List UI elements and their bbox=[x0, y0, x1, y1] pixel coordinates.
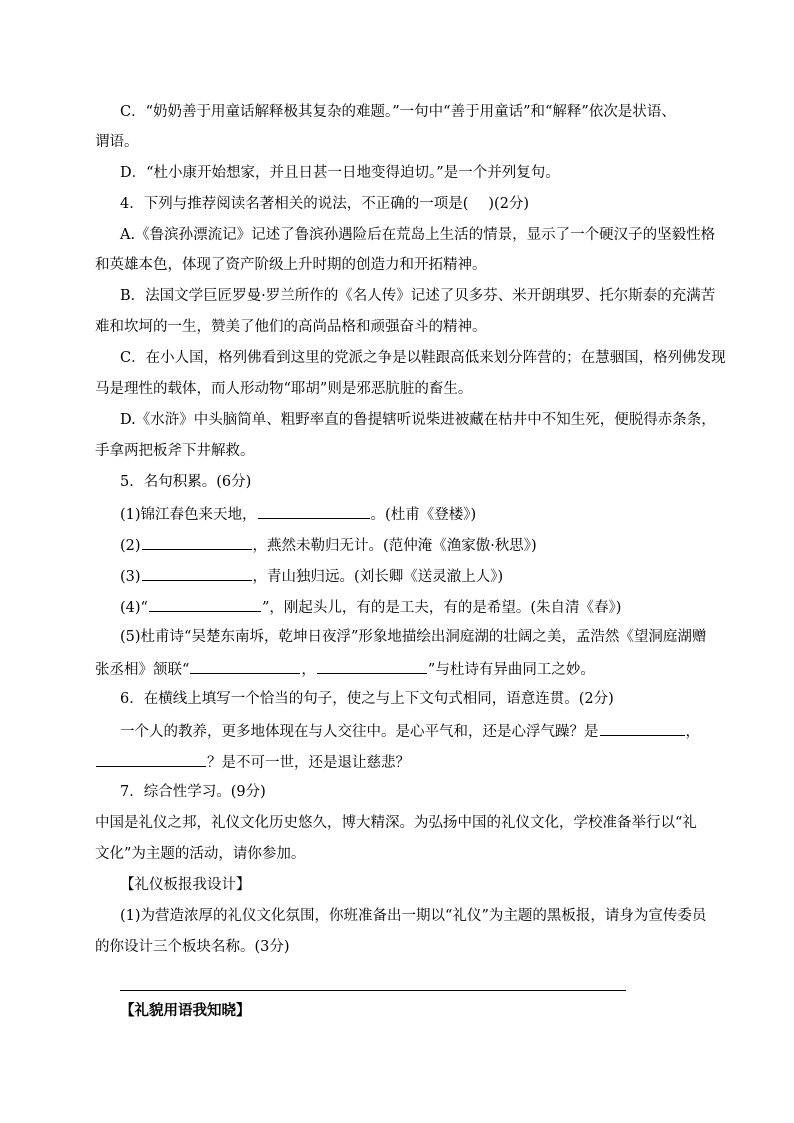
question-4-option-a-line-1: A.《鲁滨孙漂流记》记述了鲁滨孙遇险后在荒岛上生活的情景，显示了一个硬汉子的坚毅性格 bbox=[120, 227, 716, 243]
item-5-comma: ， bbox=[301, 662, 316, 678]
question-7-intro-line-2: 文化”为主题的活动，请你参加。 bbox=[95, 846, 306, 862]
item-2-prefix: (2) bbox=[120, 538, 141, 554]
question-6-comma: ， bbox=[685, 724, 700, 740]
question-6-text: 一个人的教养，更多地体现在与人交往中。是心平气和，还是心浮气躁？是 bbox=[120, 724, 599, 740]
question-7-item-1-line-1: (1)为营造浓厚的礼仪文化氛围，你班准备出一期以“礼仪”为主题的黑板报，请身为宣传委员 bbox=[120, 908, 707, 924]
question-4-option-c-line-1: C．在小人国，格列佛看到这里的党派之争是以鞋跟高低来划分阵营的；在慧骃国，格列佛发现 bbox=[120, 350, 726, 366]
question-4-option-d-line-1: D.《水浒》中头脑简单、粗野率直的鲁提辖听说柴进被藏在枯井中不知生死，便脱得赤条条， bbox=[120, 412, 716, 428]
fill-blank[interactable] bbox=[96, 751, 206, 767]
question-5-item-4 bbox=[120, 596, 621, 618]
item-1-prefix: (1)锦江春色来天地， bbox=[120, 507, 257, 523]
item-2-suffix: ，燕然未勒归无计。(范仲淹《渔家傲·秋思》) bbox=[252, 538, 537, 554]
question-4-score: )(2分) bbox=[488, 196, 530, 212]
item-5-prefix: 张丞相》颔联“ bbox=[95, 662, 190, 678]
question-4-option-b-line-1: B．法国文学巨匠罗曼·罗兰所作的《名人传》记述了贝多芬、米开朗琪罗、托尔斯泰的充满苦 bbox=[120, 288, 716, 304]
section-heading-board: 【礼仪板报我设计】 bbox=[120, 877, 251, 893]
item-5-suffix: ”与杜诗有异曲同工之妙。 bbox=[427, 662, 595, 678]
item-3-suffix: ，青山独归远。(刘长卿《送灵澈上人》) bbox=[252, 569, 504, 585]
question-4-text: 4．下列与推荐阅读名著相关的说法，不正确的一项是( bbox=[120, 196, 469, 212]
question-5-item-2 bbox=[120, 534, 537, 556]
question-4-option-a-line-2: 和英雄本色，体现了资产阶级上升时期的创造力和开拓精神。 bbox=[95, 257, 487, 273]
question-5-item-3 bbox=[120, 565, 503, 587]
question-7-item-1-line-2: 的你设计三个板块名称。(3分) bbox=[95, 939, 290, 955]
question-5-item-5-line-1: (5)杜甫诗“吴楚东南坼，乾坤日夜浮”形象地描绘出洞庭湖的壮阔之美，孟浩然《望洞庭湖赠 bbox=[120, 629, 707, 645]
fill-blank[interactable] bbox=[600, 720, 685, 736]
option-c-line-2: 谓语。 bbox=[95, 134, 139, 150]
question-5-item-5-line-2 bbox=[95, 658, 595, 680]
question-5-item-1 bbox=[120, 503, 476, 525]
fill-blank[interactable] bbox=[142, 565, 252, 581]
fill-blank[interactable] bbox=[190, 658, 300, 674]
question-7-intro-line-1: 中国是礼仪之邦，礼仪文化历史悠久，博大精深。为弘扬中国的礼仪文化，学校准备举行以“礼 bbox=[95, 815, 697, 831]
section-heading-polite-words: 【礼貌用语我知晓】 bbox=[120, 1002, 251, 1019]
question-4-option-c-line-2: 马是理性的载体，而人形动物“耶胡”则是邪恶肮脏的畜生。 bbox=[95, 381, 473, 397]
option-d-line: D．“杜小康开始想家，并且日甚一日地变得迫切。”是一个并列复句。 bbox=[120, 165, 560, 181]
answer-line[interactable] bbox=[120, 990, 626, 991]
option-c-line-1: C．“奶奶善于用童话解释极其复杂的难题。”一句中“善于用童话”和“解释”依次是状语、 bbox=[120, 104, 676, 120]
item-1-suffix: 。(杜甫《登楼》) bbox=[370, 507, 477, 523]
question-6-stem: 6．在横线上填写一个恰当的句子，使之与上下文句式相同，语意连贯。(2分) bbox=[120, 691, 614, 707]
fill-blank[interactable] bbox=[142, 534, 252, 550]
fill-blank[interactable] bbox=[317, 658, 427, 674]
item-4-prefix: (4)“ bbox=[120, 600, 148, 616]
item-3-prefix: (3) bbox=[120, 569, 141, 585]
question-5-stem: 5．名句积累。(6分) bbox=[120, 474, 252, 490]
question-4-option-d-line-2: 手拿两把板斧下井解救。 bbox=[95, 443, 255, 459]
question-6-line-2 bbox=[95, 751, 410, 773]
fill-blank[interactable] bbox=[149, 596, 261, 612]
question-4-option-b-line-2: 难和坎坷的一生，赞美了他们的高尚品格和顽强奋斗的精神。 bbox=[95, 319, 487, 335]
question-7-stem: 7．综合性学习。(9分) bbox=[120, 784, 266, 800]
item-4-suffix: ”，刚起头儿，有的是工夫，有的是希望。(朱自清《春》) bbox=[261, 600, 622, 616]
fill-blank[interactable] bbox=[258, 503, 370, 519]
question-6-suffix: ？是不可一世，还是退让慈悲？ bbox=[207, 755, 410, 771]
question-6-line-1 bbox=[120, 720, 700, 742]
question-4-stem bbox=[120, 194, 529, 214]
